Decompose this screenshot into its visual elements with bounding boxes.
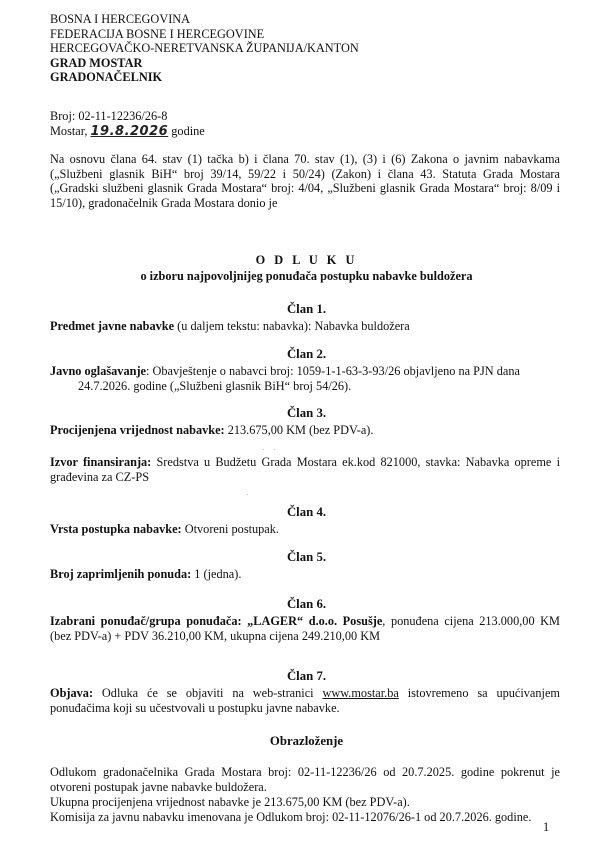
page-number: 1 [543,820,550,834]
article-6-text [50,614,560,643]
decision-title: O D L U K U [255,253,358,267]
website-link[interactable]: www.mostar.ba [322,686,399,700]
article-5-text [50,567,560,582]
article-2-body: : Obavještenje o nabavci broj: 1059-1-1-63-3-93/26 objavljeno na PJN dana [146,364,520,378]
article-2-continuation: 24.7.2026. godine („Službeni glasnik BiH“ broj 54/26). [78,378,352,393]
article-6-heading: Član 6. [286,597,327,611]
article-2-text [50,364,560,393]
article-2-heading: Član 2. [286,347,327,361]
reference-block [50,109,205,139]
reference-date-line [50,124,205,140]
article-3-text [50,423,560,438]
header-federation: FEDERACIJA BOSNE I HERCEGOVINE [50,26,265,41]
rationale-heading: Obrazloženje [269,734,344,748]
article-5-body: 1 (jedna). [191,567,242,581]
scan-speck: · · [262,446,276,454]
decision-subtitle: o izboru najpovoljnijeg ponuđača postupku nabavke buldožera [140,269,473,283]
header-city: GRAD MOSTAR [50,55,143,70]
article-7-body: Odluka će se objaviti na web-stranici [93,686,323,700]
article-3-body: 213.675,00 KM (bez PDV-a). [224,423,374,437]
header-canton: HERCEGOVAČKO-NERETVANSKA ŽUPANIJA/KANTON [50,41,359,56]
article-1-body: (u daljem tekstu: nabavka): Nabavka buldožera [174,319,410,333]
article-6-body: , ponuđena cijena 213.000,00 KM (bez PDV-a) + PDV 36.210,00 KM, ukupna cijena 249.210,00 KM [50,614,560,643]
scan-speck: · [246,491,249,499]
rationale-paragraph-3: Komisija za javnu nabavku imenovana je Odlukom broj: 02-11-12076/26-1 od 20.7.2026. godine. [50,810,532,824]
article-7-heading: Član 7. [286,669,327,683]
article-4-text [50,522,560,537]
rationale-paragraph-2: Ukupna procijenjena vrijednost nabavke je 213.675,00 KM (bez PDV-a). [50,795,410,809]
header-office: GRADONAČELNIK [50,70,163,85]
reference-place: Mostar, [50,123,88,138]
article-3-heading: Član 3. [286,406,327,420]
article-1-text [50,319,560,334]
reference-date-suffix: godine [171,123,205,138]
handwritten-date: 19.8.2026 [90,123,169,139]
article-4-body: Otvoreni postupak. [181,522,279,536]
article-3-funding-label: Izvor finansiranja: [50,455,152,469]
article-1-label: Predmet javne nabavke [50,319,175,333]
article-3-funding [50,455,560,484]
document-header [50,12,359,85]
article-7-label: Objava: [50,686,94,700]
reference-number: Broj: 02-11-12236/26-8 [50,109,168,123]
article-7-text [50,686,560,715]
rationale-paragraph-1: Odlukom gradonačelnika Grada Mostara broj: 02-11-12236/26 od 20.7.2025. godine pokrenut je otvoreni postupak javne nabavke buldožera. [50,765,560,794]
article-5-label: Broj zaprimljenih ponuda: [50,567,192,581]
article-4-heading: Član 4. [286,505,327,519]
article-5-heading: Član 5. [286,550,327,564]
article-2-label: Javno oglašavanje [50,364,146,378]
article-3-label: Procijenjena vrijednost nabavke: [50,423,225,437]
intro-paragraph: Na osnovu člana 64. stav (1) tačka b) i člana 70. stav (1), (3) i (6) Zakona o javnim nabavkama („Službeni glasnik BiH“ broj 39/14, 59/22 i 50/24) (Zakon) i člana 43. Statuta Grada Mostara („Gradski službeni glasnik Grada Mostara“ broj: 4/04, „Službeni glasnik Grada Mostara“ broj: 8/09 i 15/10), gradonačelnik Grada Mostara donio je [50,152,560,210]
article-7-body-end: istovremeno sa upućivanjem ponuđačima koji su učestvovali u postupku javne nabavke. [50,686,560,715]
article-3-funding-body: Sredstva u Budžetu Grada Mostara ek.kod 821000, stavka: Nabavka opreme i građevina za CZ-PS [50,455,560,484]
header-country: BOSNA I HERCEGOVINA [50,12,191,26]
article-4-label: Vrsta postupka nabavke: [50,522,182,536]
article-6-label: Izabrani ponuđač/grupa ponuđača: „LAGER“ d.o.o. Posušje [50,614,383,628]
article-1-heading: Član 1. [286,302,327,316]
